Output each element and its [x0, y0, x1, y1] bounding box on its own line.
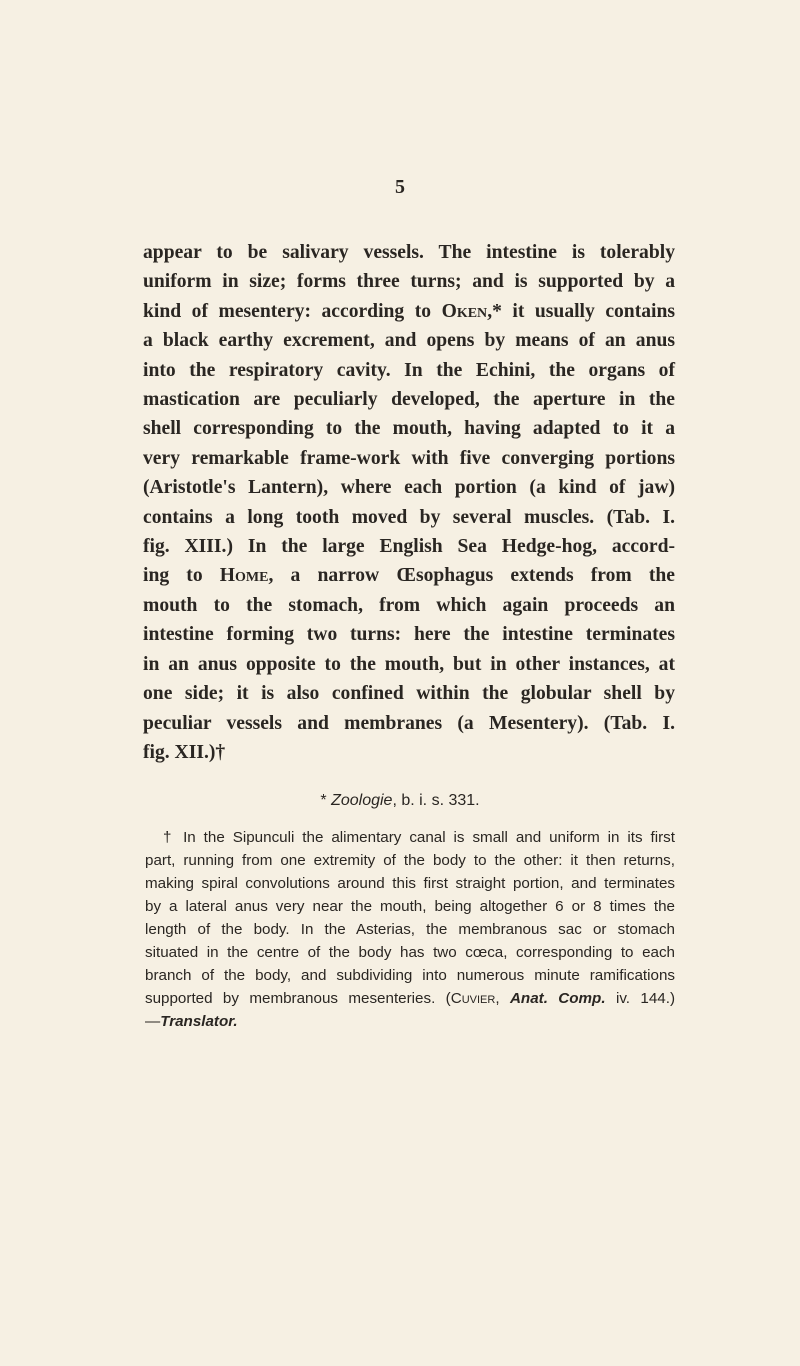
- text-line: a black earthy excrement, and opens by means of an anus: [143, 330, 675, 352]
- footnote-line: making spiral convolutions around this first straight portion, and terminates: [145, 875, 675, 892]
- text-segment: —: [145, 1013, 161, 1030]
- footnote-line: part, running from one extremity of the body to the other: it then returns,: [145, 852, 675, 869]
- text-line: appear to be salivary vessels. The intestine is tolerably: [143, 242, 675, 263]
- translator-credit: Translator.: [160, 1013, 238, 1030]
- text-line: shell corresponding to the mouth, having adapted to it a: [143, 418, 675, 440]
- text-line: mouth to the stomach, from which again proceeds an: [143, 594, 675, 616]
- text-segment: kind of mesentery: according to: [143, 300, 442, 322]
- text-segment: , a narrow Œsophagus extends from the: [268, 565, 675, 587]
- author-name-home: Home: [219, 565, 269, 587]
- text-line: intestine forming two turns: here the intestine terminates: [143, 624, 675, 646]
- text-segment: ing to: [143, 565, 220, 587]
- text-line: peculiar vessels and membranes (a Mesentery). (Tab. I.: [143, 712, 675, 734]
- footnote-line: length of the body. In the Asterias, the membranous sac or stomach: [145, 921, 675, 938]
- text-segment: supported by membranous mesenteries. (: [145, 990, 451, 1007]
- footnote-mark: *: [320, 792, 332, 809]
- text-line: very remarkable frame-work with five converging portions: [143, 447, 675, 469]
- text-line: into the respiratory cavity. In the Echini, the organs of: [143, 359, 675, 381]
- text-line: mastication are peculiarly developed, the aperture in the: [143, 389, 675, 411]
- citation-title: Anat. Comp.: [509, 990, 606, 1007]
- text-segment: ,* it usually contains: [487, 300, 675, 322]
- page-number: 5: [395, 176, 405, 198]
- footnote-dagger: [145, 826, 675, 1033]
- footnote-line: [145, 987, 675, 1010]
- text-line: [143, 561, 675, 590]
- footnote-line: † In the Sipunculi the alimentary canal is small and uniform in its first: [163, 829, 675, 846]
- main-paragraph: [143, 238, 675, 767]
- footnote-line: [145, 1010, 675, 1033]
- footnote-star: [0, 792, 800, 810]
- text-line: in an anus opposite to the mouth, but in other instances, at: [143, 653, 675, 675]
- text-line: one side; it is also confined within the globular shell by: [143, 683, 675, 705]
- text-segment: iv. 144.): [605, 990, 675, 1007]
- text-segment: ,: [495, 990, 510, 1007]
- text-line: [143, 297, 675, 326]
- author-name-oken: Oken: [441, 300, 488, 322]
- footnote-line: by a lateral anus very near the mouth, being altogether 6 or 8 times the: [145, 898, 675, 915]
- text-line: contains a long tooth moved by several muscles. (Tab. I.: [143, 506, 675, 528]
- footnote-reference: , b. i. s. 331.: [392, 792, 480, 809]
- footnote-line: situated in the centre of the body has two cœca, corresponding to each: [145, 944, 675, 961]
- text-line: uniform in size; forms three turns; and is supported by a: [143, 271, 675, 293]
- footnote-title: Zoologie: [331, 792, 393, 809]
- text-line: fig. XIII.) In the large English Sea Hedge-hog, accord-: [143, 536, 675, 558]
- footnote-line: branch of the body, and subdividing into numerous minute ramifications: [145, 967, 675, 984]
- text-line: (Aristotle's Lantern), where each portion (a kind of jaw): [143, 477, 675, 499]
- author-name-cuvier: Cuvier: [450, 990, 496, 1007]
- text-line: fig. XII.)†: [143, 741, 226, 763]
